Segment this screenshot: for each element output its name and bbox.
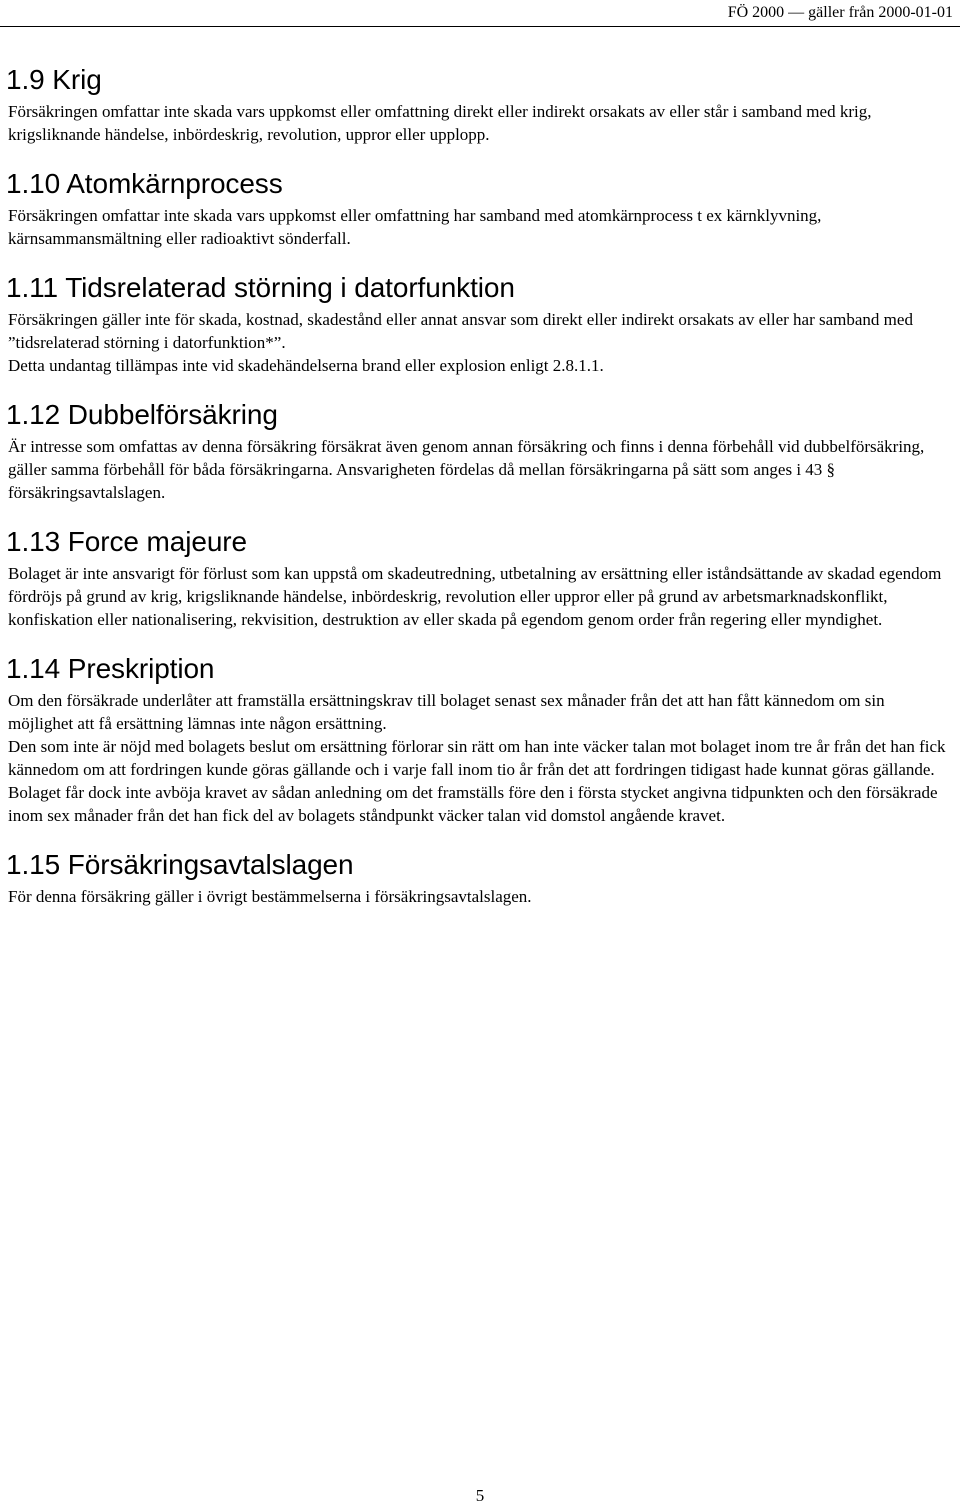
section-forsakringsavtalslagen (8, 847, 954, 908)
paragraph: Detta undantag tillämpas inte vid skadehändelserna brand eller explosion enligt 2.8.1.1. (8, 356, 604, 375)
paragraph: Om den försäkrade underlåter att framställa ersättningskrav till bolaget senast sex månader från det att han fått kännedom om sin möjlighet att få ersättning lämnas inte någon ersättning. (8, 691, 885, 733)
page-number: 5 (475, 1486, 485, 1505)
header-divider (0, 26, 960, 27)
paragraph: Är intresse som omfattas av denna försäkring försäkrat även genom annan försäkring och finns i denna förbehåll vid dubbelförsäkring, gäller samma förbehåll för båda försäkringarna. Ansvarigheten fördelas då mellan försäkringarna på sätt som anges i 43 § försäkringsavtalslagen. (8, 437, 925, 502)
paragraph: Bolaget får dock inte avböja kravet av sådan anledning om det framställs före den i första stycket angivna tidpunkten och den försäkrade inom sex månader från det han fick del av bolagets ståndpunkt väcker talan vid domstol angående kravet. (8, 783, 938, 825)
running-header: FÖ 2000 — gäller från 2000-01-01 (727, 4, 953, 21)
paragraph: Försäkringen omfattar inte skada vars uppkomst eller omfattning direkt eller indirekt orsakats av eller står i samband med krig, krigsliknande händelse, inbördeskrig, revolution, uppror eller upplopp. (8, 102, 872, 144)
section-heading: 1.12 Dubbelförsäkring (6, 399, 278, 430)
section-tidsrelaterad-storning (8, 270, 954, 377)
section-preskription (8, 651, 954, 827)
paragraph: Försäkringen omfattar inte skada vars uppkomst eller omfattning har samband med atomkärnprocess t ex kärnklyvning, kärnsammansmältning eller radioaktivt sönderfall. (8, 206, 822, 248)
paragraph: Försäkringen gäller inte för skada, kostnad, skadestånd eller annat ansvar som direkt eller indirekt orsakats av eller har samband med ”tidsrelaterad störning i datorfunktion*”. (8, 310, 913, 352)
section-atomkarnprocess (8, 166, 954, 250)
document-body (8, 62, 954, 928)
paragraph: För denna försäkring gäller i övrigt bestämmelserna i försäkringsavtalslagen. (8, 887, 532, 906)
paragraph: Bolaget är inte ansvarigt för förlust som kan uppstå om skadeutredning, utbetalning av ersättning eller iståndsättande av skadad egendom fördröjs på grund av krig, krigsliknande händelse, inbördeskrig, revolution eller uppror eller på grund av arbetsmarknadskonflikt, konfiskation eller nationalisering, rekvisition, destruktion av eller skada på egendom genom order från regering eller myndighet. (8, 564, 942, 629)
section-heading: 1.11 Tidsrelaterad störning i datorfunktion (6, 272, 515, 303)
section-heading: 1.10 Atomkärnprocess (6, 168, 283, 199)
section-heading: 1.13 Force majeure (6, 526, 247, 557)
section-force-majeure (8, 524, 954, 631)
section-heading: 1.14 Preskription (6, 653, 215, 684)
section-heading: 1.9 Krig (6, 64, 102, 95)
paragraph: Den som inte är nöjd med bolagets beslut om ersättning förlorar sin rätt om han inte väcker talan mot bolaget inom tre år från det han fick kännedom om att fordringen kunde göras gällande och i varje fall inom tio år från det att fordringen tidigast hade kunnat göras gällande. (8, 737, 946, 779)
section-krig (8, 62, 954, 146)
section-heading: 1.15 Försäkringsavtalslagen (6, 849, 354, 880)
section-dubbelforsakring (8, 397, 954, 504)
